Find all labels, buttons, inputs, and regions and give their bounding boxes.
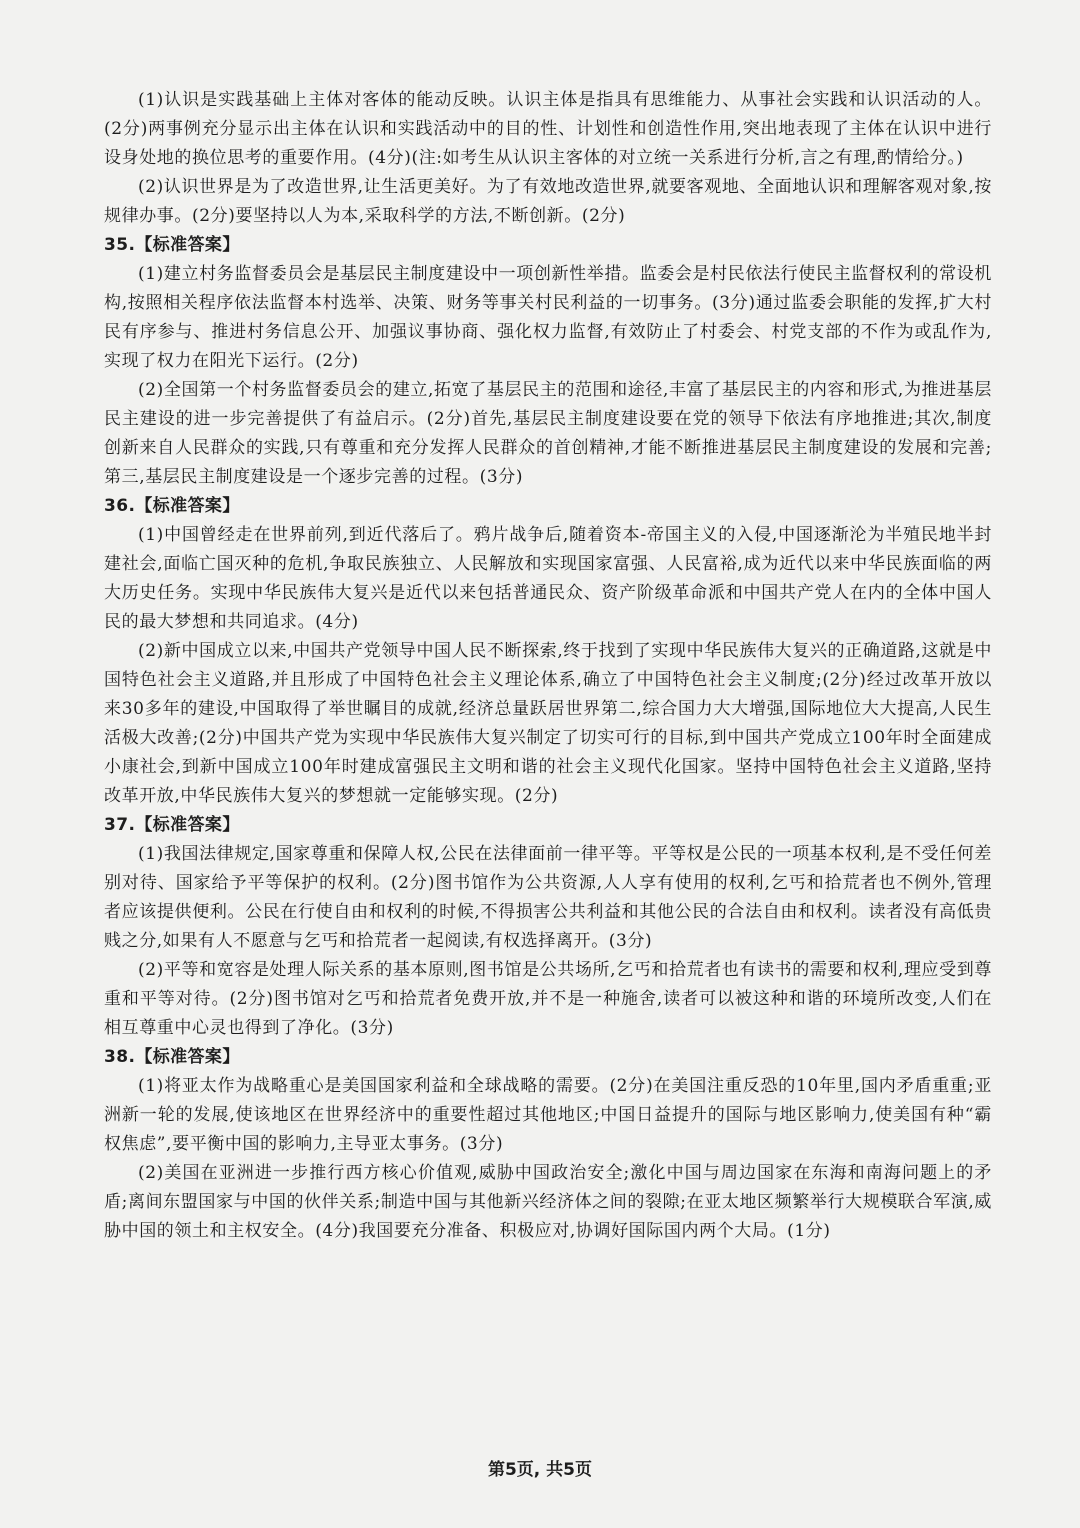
answer-paragraph: (2)美国在亚洲进一步推行西方核心价值观,威胁中国政治安全;激化中国与周边国家在东海和南海问题上的矛盾;离间东盟国家与中国的伙伴关系;制造中国与其他新兴经济体之间的裂隙;在亚太地区频繁举行大规模联合军演,威胁中国的领土和主权安全。(4分)我国要充分准备、积极应对,协调好国际国内两个大局。(1分) — [104, 1163, 992, 1241]
question-heading: 36.【标准答案】 — [104, 496, 240, 516]
answer-paragraph: (1)认识是实践基础上主体对客体的能动反映。认识主体是指具有思维能力、从事社会实践和认识活动的人。(2分)两事例充分显示出主体在认识和实践活动中的目的性、计划性和创造性作用,突出地表现了主体在认识中进行设身处地的换位思考的重要作用。(4分)(注:如考生从认识主客体的对立统一关系进行分析,言之有理,酌情给分。) — [104, 90, 992, 168]
answer-content — [104, 86, 992, 1246]
answer-paragraph: (1)中国曾经走在世界前列,到近代落后了。鸦片战争后,随着资本-帝国主义的入侵,中国逐渐沦为半殖民地半封建社会,面临亡国灭种的危机,争取民族独立、人民解放和实现国家富强、人民富裕,成为近代以来中华民族面临的两大历史任务。实现中华民族伟大复兴是近代以来包括普通民众、资产阶级革命派和中国共产党人在内的全体中国人民的最大梦想和共同追求。(4分) — [104, 525, 992, 632]
answer-paragraph: (2)认识世界是为了改造世界,让生活更美好。为了有效地改造世界,就要客观地、全面地认识和理解客观对象,按规律办事。(2分)要坚持以人为本,采取科学的方法,不断创新。(2分) — [104, 177, 992, 226]
question-heading: 35.【标准答案】 — [104, 235, 240, 255]
question-heading: 38.【标准答案】 — [104, 1047, 240, 1067]
answer-paragraph: (2)平等和宽容是处理人际关系的基本原则,图书馆是公共场所,乞丐和拾荒者也有读书的需要和权利,理应受到尊重和平等对待。(2分)图书馆对乞丐和拾荒者免费开放,并不是一种施舍,读者可以被这种和谐的环境所改变,人们在相互尊重中心灵也得到了净化。(3分) — [104, 960, 992, 1038]
answer-paragraph: (1)将亚太作为战略重心是美国国家利益和全球战略的需要。(2分)在美国注重反恐的10年里,国内矛盾重重;亚洲新一轮的发展,使该地区在世界经济中的重要性超过其他地区;中国日益提升的国际与地区影响力,使美国有种“霸权焦虑”,要平衡中国的影响力,主导亚太事务。(3分) — [104, 1076, 992, 1154]
answer-paragraph: (2)全国第一个村务监督委员会的建立,拓宽了基层民主的范围和途径,丰富了基层民主的内容和形式,为推进基层民主建设的进一步完善提供了有益启示。(2分)首先,基层民主制度建设要在党的领导下依法有序地推进;其次,制度创新来自人民群众的实践,只有尊重和充分发挥人民群众的首创精神,才能不断推进基层民主制度建设的发展和完善;第三,基层民主制度建设是一个逐步完善的过程。(3分) — [104, 380, 992, 487]
answer-paragraph: (1)建立村务监督委员会是基层民主制度建设中一项创新性举措。监委会是村民依法行使民主监督权利的常设机构,按照相关程序依法监督本村选举、决策、财务等事关村民利益的一切事务。(3分)通过监委会职能的发挥,扩大村民有序参与、推进村务信息公开、加强议事协商、强化权力监督,有效防止了村委会、村党支部的不作为或乱作为,实现了权力在阳光下运行。(2分) — [104, 264, 992, 371]
page-footer: 第5页, 共5页 — [487, 1460, 593, 1480]
question-heading: 37.【标准答案】 — [104, 815, 240, 835]
answer-paragraph: (1)我国法律规定,国家尊重和保障人权,公民在法律面前一律平等。平等权是公民的一项基本权利,是不受任何差别对待、国家给予平等保护的权利。(2分)图书馆作为公共资源,人人享有使用的权利,乞丐和拾荒者也不例外,管理者应该提供便利。公民在行使自由和权利的时候,不得损害公共利益和其他公民的合法自由和权利。读者没有高低贵贱之分,如果有人不愿意与乞丐和拾荒者一起阅读,有权选择离开。(3分) — [104, 844, 992, 951]
answer-paragraph: (2)新中国成立以来,中国共产党领导中国人民不断探索,终于找到了实现中华民族伟大复兴的正确道路,这就是中国特色社会主义道路,并且形成了中国特色社会主义理论体系,确立了中国特色社会主义制度;(2分)经过改革开放以来30多年的建设,中国取得了举世瞩目的成就,经济总量跃居世界第二,综合国力大大增强,国际地位大大提高,人民生活极大改善;(2分)中国共产党为实现中华民族伟大复兴制定了切实可行的目标,到中国共产党成立100年时全面建成小康社会,到新中国成立100年时建成富强民主文明和谐的社会主义现代化国家。坚持中国特色社会主义道路,坚持改革开放,中华民族伟大复兴的梦想就一定能够实现。(2分) — [104, 641, 992, 806]
